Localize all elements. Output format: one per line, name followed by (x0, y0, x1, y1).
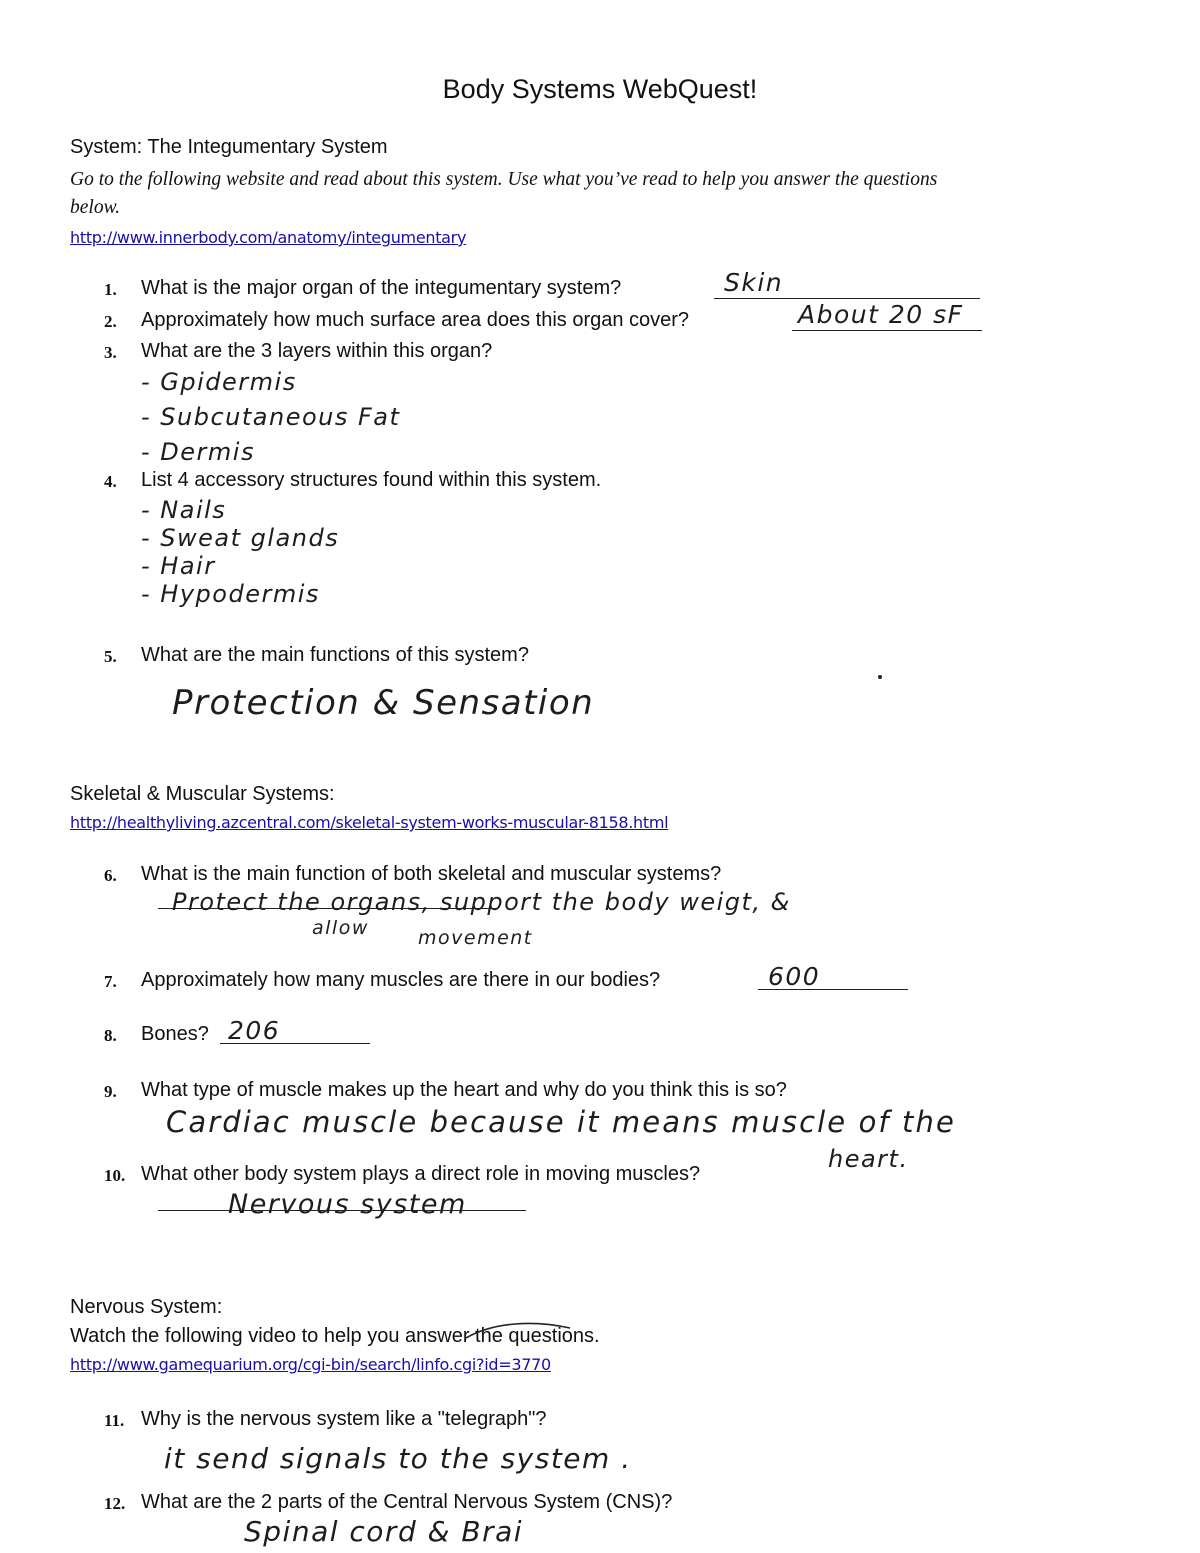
handwritten-answer: 206 (228, 1016, 281, 1045)
question-number: 11. (104, 1411, 125, 1430)
link-integumentary[interactable]: http://www.innerbody.com/anatomy/integumentary (70, 228, 467, 247)
handwritten-answer: - Subcutaneous Fat (141, 403, 401, 431)
question-text: What other body system plays a direct role in moving muscles? (141, 1163, 701, 1185)
section-heading-skeletal: Skeletal & Muscular Systems: (70, 783, 335, 805)
question-number: 8. (104, 1026, 117, 1045)
question-number: 1. (104, 280, 117, 299)
handwritten-answer: movement (418, 927, 533, 949)
question-text: What is the major organ of the integumentary system? (141, 277, 622, 299)
handwritten-answer: Cardiac muscle because it means muscle of the (166, 1105, 956, 1139)
question-text: Bones? (141, 1023, 209, 1045)
answer-line (714, 298, 980, 299)
section-heading-integumentary: System: The Integumentary System (70, 136, 388, 158)
pen-stroke-mark (464, 1318, 574, 1344)
handwritten-answer: - Gpidermis (141, 368, 297, 396)
question-text: What are the 2 parts of the Central Nervous System (CNS)? (141, 1491, 673, 1513)
handwritten-answer: it send signals to the system . (164, 1442, 632, 1475)
question-number: 5. (104, 647, 117, 666)
link-skeletal[interactable]: http://healthyliving.azcentral.com/skeletal-system-works-muscular-8158.html (70, 813, 669, 832)
handwritten-answer: - Dermis (141, 438, 255, 466)
handwritten-answer: Protection & Sensation (172, 683, 595, 723)
question-number: 7. (104, 972, 117, 991)
page-title: Body Systems WebQuest! (442, 74, 758, 104)
question-text: List 4 accessory structures found within this system. (141, 469, 602, 491)
question-text: What are the main functions of this system? (141, 644, 529, 666)
question-number: 3. (104, 343, 117, 362)
handwritten-answer: allow (312, 917, 369, 939)
handwritten-answer: Spinal cord & Brai (244, 1515, 524, 1548)
handwritten-answer: heart. (828, 1145, 909, 1173)
link-nervous[interactable]: http://www.gamequarium.org/cgi-bin/search/linfo.cgi?id=3770 (70, 1355, 551, 1374)
handwritten-answer: About 20 sF (798, 300, 964, 329)
handwritten-answer: Protect the organs, support the body weigt, & (172, 888, 791, 916)
handwritten-answer: 600 (768, 962, 821, 991)
answer-line (758, 989, 908, 990)
question-text: Why is the nervous system like a "telegraph"? (141, 1408, 547, 1430)
stray-mark (878, 675, 882, 679)
question-text: What is the main function of both skeletal and muscular systems? (141, 863, 722, 885)
instructions-line-2: below. (70, 197, 121, 218)
question-number: 10. (104, 1166, 126, 1185)
nervous-instructions: Watch the following video to help you answer the questions. (70, 1325, 600, 1347)
instructions-line-1: Go to the following website and read about this system. Use what you’ve read to help you answer the questions (70, 169, 938, 190)
question-text: What type of muscle makes up the heart and why do you think this is so? (141, 1079, 787, 1101)
answer-line (158, 1210, 526, 1211)
answer-line (792, 330, 982, 331)
section-heading-nervous: Nervous System: (70, 1296, 223, 1318)
question-text: Approximately how much surface area does this organ cover? (141, 309, 690, 331)
question-number: 9. (104, 1082, 117, 1101)
handwritten-answer: Nervous system (228, 1189, 467, 1220)
handwritten-answer: - Nails (141, 496, 227, 524)
question-number: 2. (104, 312, 117, 331)
handwritten-answer: - Hypodermis (141, 580, 320, 608)
question-number: 12. (104, 1494, 126, 1513)
question-number: 6. (104, 866, 117, 885)
handwritten-answer: - Sweat glands (141, 524, 340, 552)
question-text: What are the 3 layers within this organ? (141, 340, 493, 362)
question-number: 4. (104, 472, 117, 491)
strikethrough-line (158, 908, 498, 909)
question-text: Approximately how many muscles are there in our bodies? (141, 969, 661, 991)
handwritten-answer: - Hair (141, 552, 216, 580)
answer-line (220, 1043, 370, 1044)
handwritten-answer: Skin (724, 268, 784, 297)
